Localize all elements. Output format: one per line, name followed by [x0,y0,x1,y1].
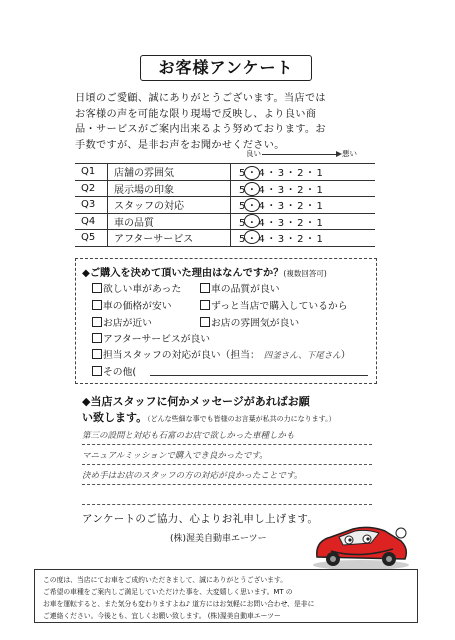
reason-option[interactable] [92,364,136,378]
question-number: Q5 [75,230,108,247]
reason-label: アフターサービスが良い [103,334,211,345]
intro-line: 手数ですが、是非お声をお聞かせください。 [75,139,285,151]
reason-label: お店の雰囲気が良い [211,318,300,329]
staff-close-paren: ） [340,350,351,361]
reason-option[interactable] [200,298,348,312]
notice-line: ご希望の車種をご案内しご満足していただけた事を、大変嬉しく思います。MT の [43,588,293,596]
notice-line: お車を運転すると、また気分も変わりますよね♪ 道方にはお気軽にお問い合わせ、是非に [43,600,315,608]
checkbox-icon[interactable] [92,333,102,343]
reason-label: その他( [103,367,137,378]
message-line[interactable] [82,488,372,505]
question-number: Q1 [75,164,108,181]
reason-label: 車の品質が良い [211,284,280,295]
reason-label: 担当スタッフの対応が良い（担当： [103,350,260,361]
message-line[interactable]: マニュアルミッションで購入でき良かったです。 [82,448,372,465]
checkbox-icon[interactable] [200,283,210,293]
question-number: Q2 [75,180,108,197]
car-mascot-icon [309,519,411,571]
message-heading [82,394,382,427]
reason-option[interactable] [92,347,351,361]
checkbox-icon[interactable] [92,317,102,327]
rating-scale[interactable]: 5・4・3・2・1 [231,213,376,230]
message-line[interactable]: 第三の設問と対応も石富のお店で欲しかった車種しかも [82,428,372,445]
message-note: （どんな些細な事でも皆様のお言葉が私共の力になります。） [147,415,336,423]
notice-box [34,569,418,623]
checkbox-icon[interactable] [200,317,210,327]
question-number: Q3 [75,197,108,214]
reason-label: 欲しい車があった [103,284,182,295]
rating-table [75,163,375,247]
scale-bad-label: 悪い [342,149,357,158]
intro-line: 日頃のご愛顧、誠にありがとうございます。当店では [75,93,326,104]
table-row [75,164,375,181]
rating-scale[interactable]: 5・4・3・2・1 [231,164,376,181]
answer-circle [244,230,260,244]
reason-label: お店が近い [103,318,152,329]
notice-line: この度は、当店にてお車をご成約いただきまして、誠にありがとうございます。 [43,576,288,584]
notice-line: ご連絡ください。今後とも、宜しくお願い致します。 (株)渥美自動車エーツー [43,612,281,620]
question-text: 車の品質 [108,213,231,230]
reason-label: ずっと当店で購入しているから [211,301,348,312]
question-text: スタッフの対応 [108,197,231,214]
intro-line: 品・サービスがご案内出来るよう努めております。お [75,124,326,135]
checkbox-icon[interactable] [92,283,102,293]
company-name: (株)渥美自動車エーツー [170,534,267,544]
message-heading-line: い致します。 [82,411,148,424]
reasons-heading-text: ◆ご購入を決めて頂いた理由はなんですか？ [82,268,284,279]
thanks-text: アンケートのご協力、心よりお礼申し上げます。 [82,513,319,525]
reason-option[interactable] [92,315,152,329]
checkbox-icon[interactable] [200,300,210,310]
answer-circle [244,166,260,180]
answer-circle [244,182,260,196]
reasons-note: (複数回答可) [283,269,327,278]
checkbox-icon[interactable] [92,366,102,376]
table-row [75,197,375,214]
reason-option[interactable] [92,331,210,345]
table-row [75,213,375,230]
staff-name-handwritten: 四釜さん、下尾さん [263,351,341,361]
reason-option[interactable] [92,281,181,295]
other-input-line[interactable] [150,375,368,376]
question-text: 店舗の雰囲気 [108,164,231,181]
question-text: 展示場の印象 [108,180,231,197]
rating-scale[interactable]: 5・4・3・2・1 [231,180,376,197]
scale-good-label: 良い [246,149,261,158]
message-line[interactable]: 決め手はお店のスタッフの方の対応が良かったことです。 [82,468,372,485]
rating-scale[interactable]: 5・4・3・2・1 [231,197,376,214]
checkbox-icon[interactable] [92,349,102,359]
scale-arrow [262,154,340,155]
intro-text [75,91,375,153]
message-heading-line: ◆当店スタッフに何かメッセージがあればお願 [82,395,310,408]
table-row [75,230,375,247]
checkbox-icon[interactable] [92,300,102,310]
intro-line: お客様の声を可能な限り現場で反映し、より良い商 [75,108,317,120]
table-row [75,180,375,197]
question-text: アフターサービス [108,230,231,247]
reason-label: 車の価格が安い [103,301,172,312]
survey-title: お客様アンケート [140,55,312,81]
reason-option[interactable] [200,281,280,295]
answer-circle [244,198,260,212]
reason-option[interactable] [92,298,172,312]
answer-circle [244,214,260,228]
question-number: Q4 [75,213,108,230]
reasons-heading [82,264,327,279]
rating-scale[interactable]: 5・4・3・2・1 [231,230,376,247]
reason-option[interactable] [200,315,299,329]
